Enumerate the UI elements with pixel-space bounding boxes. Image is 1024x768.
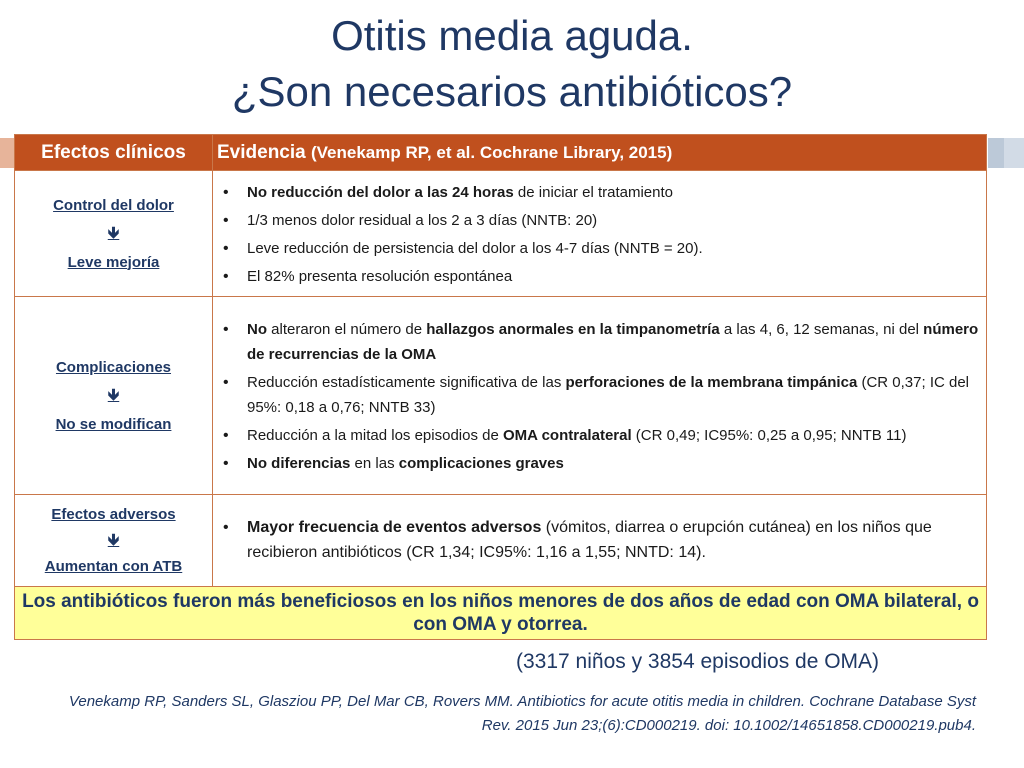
table-row [15,495,987,587]
title-line-1: Otitis media aguda. [331,12,693,59]
effect-cell [15,495,213,587]
evidence-cell [213,171,987,297]
effect-result: Leve mejoría [67,253,160,271]
header-effects: Efectos clínicos [15,135,213,171]
bullet-text: Leve reducción de persistencia del dolor a los 4-7 días (NNTB = 20). [247,239,703,257]
bullet-text: de iniciar el tratamiento [513,183,673,201]
bullet-text-bold: No [247,320,267,338]
conclusion-text: Los antibióticos fueron más beneficiosos en los niños menores de dos años de edad con OMA bilateral, o con OMA y otorrea. [15,587,987,640]
table-header-row [15,135,987,171]
evidence-bullet [217,515,982,565]
bullet-text: alteraron el número de [267,320,427,338]
decorative-bar-right-light [1004,138,1024,168]
bullet-text: El 82% presenta resolución espontánea [247,267,513,285]
bullet-text-bold: número de recurrencias de la OMA [247,320,979,363]
effect-cell [15,171,213,297]
evidence-bullet [217,451,982,476]
bullet-text: Reducción a la mitad los episodios de [247,426,503,444]
evidence-bullet [217,423,982,448]
header-evidence-label: Evidencia [217,141,306,163]
effect-cell [15,297,213,495]
bullet-text: en las [350,454,399,472]
evidence-bullet [217,180,982,205]
table-row [15,171,987,297]
evidence-table [14,134,987,640]
bullet-text: (CR 0,49; IC95%: 0,25 a 0,95; NNTB 11) [631,426,907,444]
bullet-text: (CR 0,37; IC del 95%: 0,18 a 0,76; NNTB 33) [247,373,970,416]
table-row [15,297,987,495]
header-evidence [213,135,987,171]
bullet-text: Reducción estadísticamente significativa de las [247,373,566,391]
bullet-text: a las 4, 6, 12 semanas, ni del [719,320,924,338]
evidence-bullet [217,208,982,233]
title-line-2: ¿Son necesarios antibióticos? [231,68,793,115]
effect-result: No se modifican [55,415,172,433]
bullet-text-bold: perforaciones de la membrana timpánica [565,373,858,391]
evidence-bullet [217,236,982,261]
evidence-cell [213,297,987,495]
bullet-text-bold: complicaciones graves [398,454,564,472]
bullet-text-bold: hallazgos anormales en la timpanometría [426,320,720,338]
bullet-text-bold: Mayor frecuencia de eventos adversos [247,518,542,536]
bullet-text-bold: No diferencias [247,454,351,472]
conclusion-row [15,587,987,640]
evidence-list [213,509,986,573]
arrow-down-icon: 🡻 [107,386,120,404]
effect-label: Complicaciones [55,358,172,376]
effect-result: Aumentan con ATB [44,557,183,575]
cases-note: (3317 niños y 3854 episodios de OMA) [516,650,880,673]
evidence-bullet [217,317,982,367]
bullet-text: 1/3 menos dolor residual a los 2 a 3 días (NNTB: 20) [247,211,598,229]
slide-title [0,8,1024,120]
arrow-down-icon: 🡻 [107,224,120,242]
evidence-bullet [217,264,982,289]
evidence-list [213,174,986,294]
decorative-bar-left [0,138,14,168]
bullet-text-bold: No reducción del dolor a las 24 horas [247,183,514,201]
arrow-down-icon: 🡻 [107,531,120,549]
bullet-text-bold: OMA contralateral [502,426,632,444]
evidence-list [213,311,986,481]
evidence-bullet [217,370,982,420]
effect-label: Efectos adversos [51,505,176,523]
bullet-text: (vómitos, diarrea o erupción cutánea) en los niños que recibieron antibióticos (CR 1,34; IC95%: 1,16 a 1,55; NNTD: 14). [247,518,932,561]
header-evidence-source: (Venekamp RP, et al. Cochrane Library, 2015) [311,142,673,162]
evidence-cell [213,495,987,587]
reference-citation: Venekamp RP, Sanders SL, Glasziou PP, Del Mar CB, Rovers MM. Antibiotics for acute otitis media in children. Cochrane Database Syst Rev. 2015 Jun 23;(6):CD000219. doi: 10.1002/14651858.CD000219.pub4. [68,693,976,734]
effect-label: Control del dolor [53,196,174,214]
